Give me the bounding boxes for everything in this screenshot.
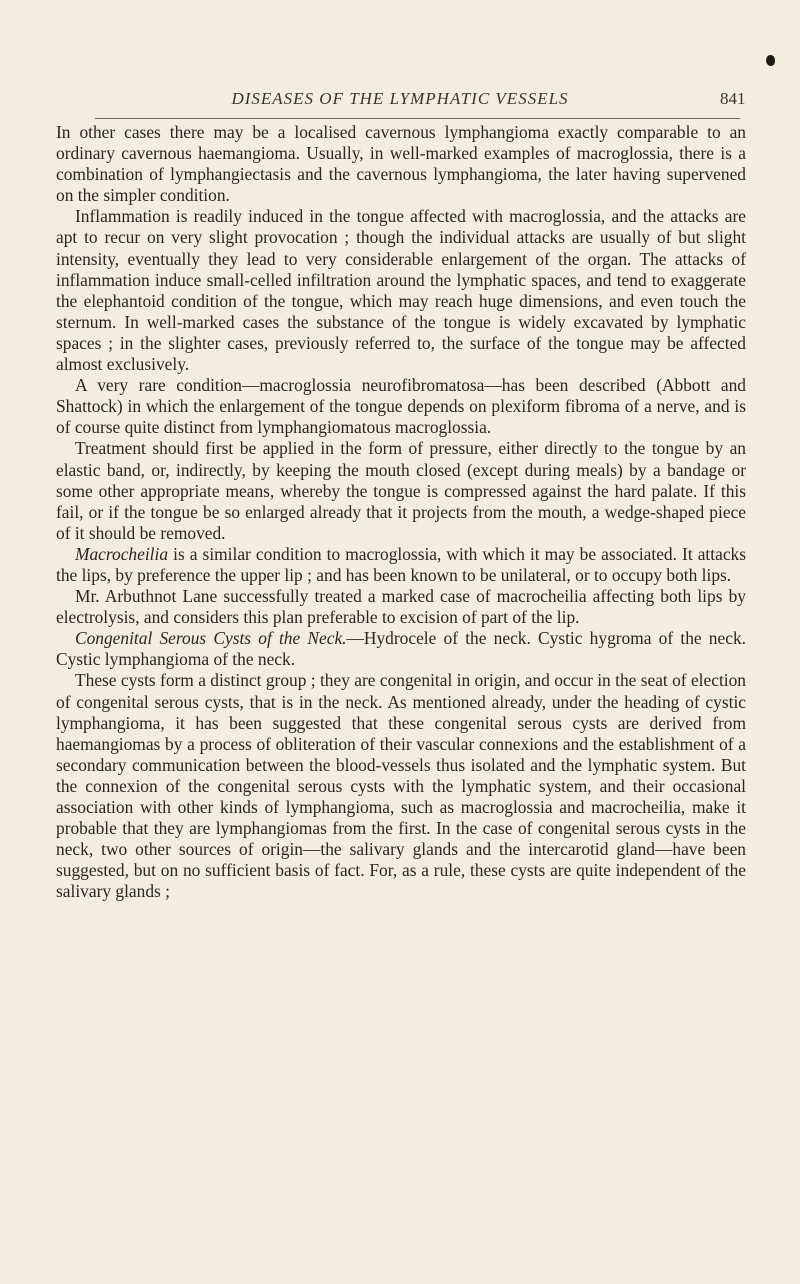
ink-blot [766, 55, 775, 66]
paragraph: These cysts form a distinct group ; they are congenital in origin, and occur in the seat of election of congenital serous cysts, that is in the neck. As mentioned already, under the heading of cystic lymphangioma, it has been suggested that these congenital serous cysts are derived from haemangiomas by a process of obliteration of their vascular connexions and the establishment of a secondary communication between the blood-vessels thus isolated and the lymphatic system. But the connexion of the congenital serous cysts with the lymphatic system, and their occasional association with other kinds of lymphangioma, such as macroglossia and macrocheilia, make it probable that they are lymphangiomas from the first. In the case of congenital serous cysts in the neck, two other sources of origin—the salivary glands and the intercarotid gland—have been suggested, but on no sufficient basis of fact. For, as a rule, these cysts are quite independent of the salivary glands ; [56, 670, 746, 902]
italic-lead: Macrocheilia [75, 543, 169, 564]
paragraph: Macrocheilia is a similar condition to macroglossia, with which it may be associated. It attacks the lips, by preference the upper lip ; and has been known to be unilateral, or to occupy both lips. [56, 543, 746, 585]
header-rule [95, 118, 740, 119]
paragraph: Inflammation is readily induced in the tongue affected with macroglossia, and the attacks are apt to recur on very slight provocation ; though the individual attacks are usually of but slight intensity, eventually they lead to very considerable enlargement of the organ. The attacks of inflammation induce small-celled infiltration around the lymphatic spaces, and tend to exaggerate the elephantoid condition of the tongue, which may reach huge dimensions, and even touch the sternum. In well-marked cases the substance of the tongue is widely excavated by lymphatic spaces ; in the slighter cases, previously referred to, the surface of the tongue may be affected almost exclusively. [56, 206, 746, 375]
paragraph: Treatment should first be applied in the form of pressure, either directly to the tongue by an elastic band, or, indirectly, by keeping the mouth closed (except during meals) by a bandage or some other appropriate means, whereby the tongue is compressed against the hard palate. If this fail, or if the tongue be so enlarged already that it projects from the mouth, a wedge-shaped piece of it should be removed. [56, 438, 746, 543]
paragraph: A very rare condition—macroglossia neurofibromatosa—has been described (Abbott and Shattock) in which the enlargement of the tongue depends on plexiform fibroma of a nerve, and is of course quite distinct from lymphangiomatous macroglossia. [56, 375, 746, 438]
page-number: 841 [720, 89, 746, 108]
body-text [56, 122, 746, 902]
paragraph: Mr. Arbuthnot Lane successfully treated a marked case of macrocheilia affecting both lips by electrolysis, and considers this plan preferable to excision of part of the lip. [56, 586, 746, 628]
paragraph: Congenital Serous Cysts of the Neck.—Hydrocele of the neck. Cystic hygroma of the neck. Cystic lymphangioma of the neck. [56, 628, 746, 670]
running-header: DISEASES OF THE LYMPHATIC VESSELS [231, 89, 569, 108]
paragraph: In other cases there may be a localised cavernous lymphangioma exactly comparable to an ordinary cavernous haemangioma. Usually, in well-marked examples of macroglossia, there is a combination of lymphangiectasis and the cavernous lymphangioma, the later having supervened on the simpler condition. [56, 122, 746, 206]
italic-lead: Congenital Serous Cysts of the Neck. [75, 628, 347, 649]
